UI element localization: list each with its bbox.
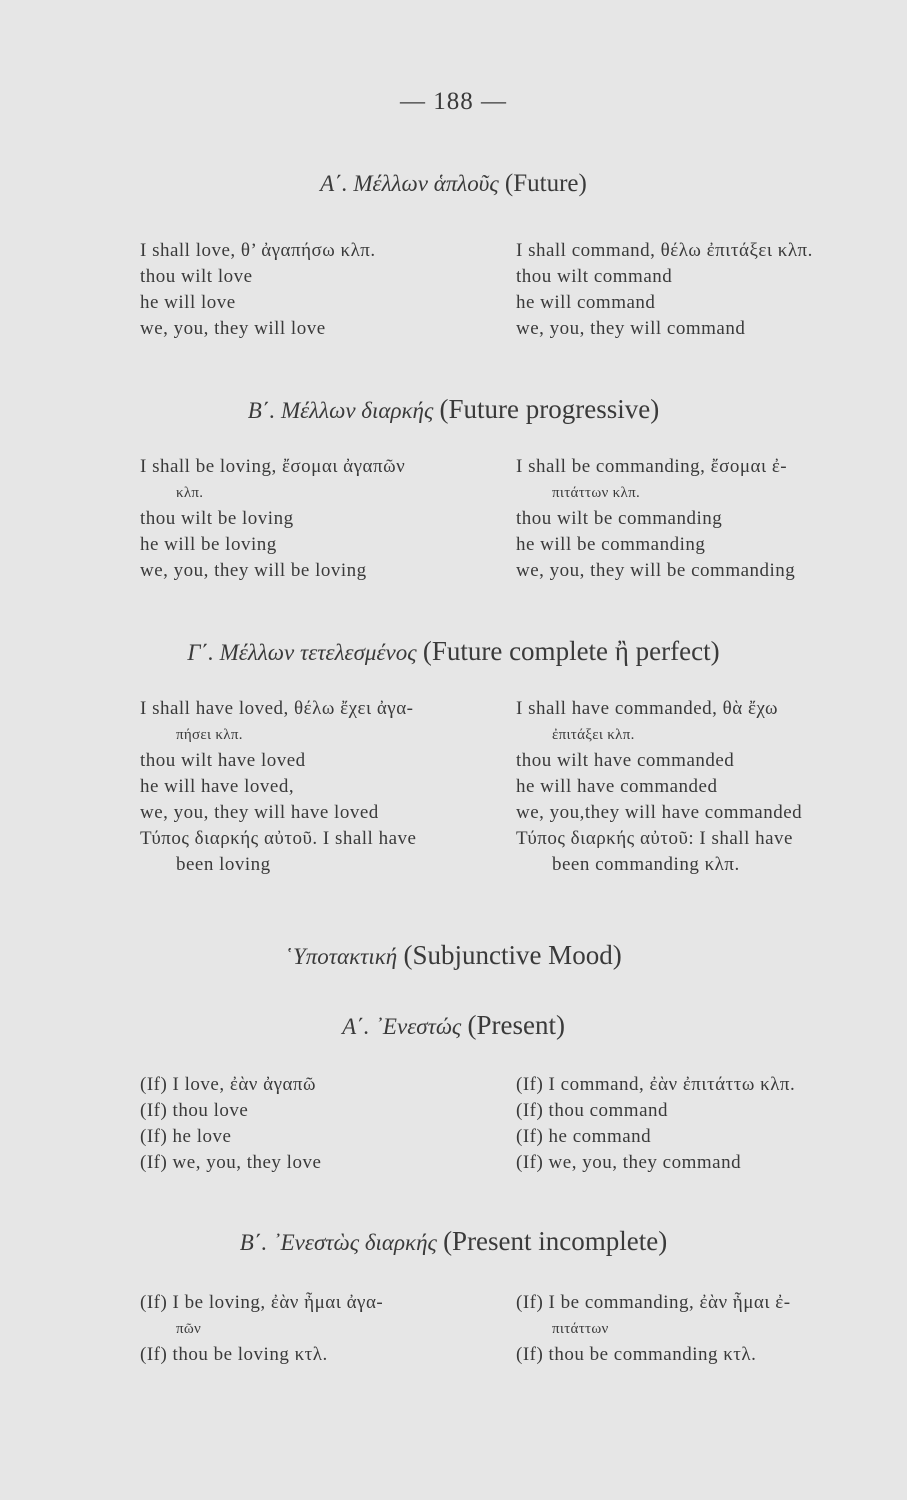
heading-future: [0, 170, 907, 198]
page-number: — 188 —: [400, 88, 507, 115]
conjugation-line: been commanding κλπ.: [552, 854, 740, 875]
heading-present: [0, 1010, 907, 1041]
conjugation-line: I shall command, θέλω ἐπιτάξει κλπ.: [516, 240, 813, 261]
conjugation-line: he will be loving: [140, 534, 277, 555]
conjugation-line: he will be commanding: [516, 534, 706, 555]
conjugation-line: (If) I command, ἐὰν ἐπιτάττω κλπ.: [516, 1074, 796, 1095]
conjugation-line: Τύπος διαρκής αὐτοῦ: I shall have: [516, 828, 793, 849]
conjugation-line: Τύπος διαρκής αὐτοῦ. I shall have: [140, 828, 417, 849]
heading-future-perfect-english: (Future complete ἢ perfect): [422, 636, 720, 666]
future-progressive-left-column: [140, 454, 500, 584]
conjugation-line: (If) he command: [516, 1126, 652, 1147]
present-incomplete-right-column: [516, 1290, 896, 1368]
conjugation-line: (If) thou love: [140, 1100, 249, 1121]
conjugation-line: (If) thou be commanding κτλ.: [516, 1344, 757, 1365]
heading-present-greek: Α΄. ᾿Ενεστώς: [342, 1014, 462, 1039]
conjugation-line: I shall love, θ’ ἀγαπήσω κλπ.: [140, 240, 376, 261]
conjugation-line: thou wilt have loved: [140, 750, 306, 771]
conjugation-line: κλπ.: [176, 485, 204, 501]
heading-present-english: (Present): [467, 1010, 565, 1040]
conjugation-line: (If) thou command: [516, 1100, 669, 1121]
conjugation-line: thou wilt love: [140, 266, 253, 287]
conjugation-line: I shall have commanded, θὰ ἔχω: [516, 698, 778, 719]
future-left-column: [140, 238, 500, 342]
conjugation-line: we, you, they will have loved: [140, 802, 379, 823]
conjugation-line: we, you,they will have commanded: [516, 802, 803, 823]
conjugation-line: (If) he love: [140, 1126, 232, 1147]
conjugation-line: πιτάττων κλπ.: [552, 485, 641, 501]
conjugation-line: πῶν: [176, 1321, 202, 1337]
conjugation-line: he will have commanded: [516, 776, 718, 797]
present-left-column: [140, 1072, 500, 1176]
heading-future-progressive-greek: Β΄. Μέλλων διαρκής: [247, 398, 434, 423]
conjugation-line: (If) thou be loving κτλ.: [140, 1344, 328, 1365]
conjugation-line: (If) we, you, they love: [140, 1152, 322, 1173]
conjugation-line: thou wilt command: [516, 266, 673, 287]
heading-future-english: (Future): [504, 170, 587, 197]
future-perfect-left-column: [140, 696, 500, 878]
present-incomplete-left-column: [140, 1290, 500, 1368]
heading-future-progressive: [0, 394, 907, 425]
heading-present-incomplete-greek: Β΄. ᾿Ενεστὼς διαρκής: [239, 1230, 437, 1255]
heading-future-progressive-english: (Future progressive): [439, 394, 660, 424]
conjugation-line: we, you, they will command: [516, 318, 746, 339]
conjugation-line: I shall be commanding, ἔσομαι ἐ-: [516, 456, 788, 477]
present-right-column: [516, 1072, 896, 1176]
conjugation-line: we, you, they will be commanding: [516, 560, 796, 581]
heading-present-incomplete: [0, 1226, 907, 1257]
conjugation-line: thou wilt have commanded: [516, 750, 735, 771]
future-perfect-right-column: [516, 696, 896, 878]
conjugation-line: (If) I be commanding, ἐὰν ἦμαι ἐ-: [516, 1292, 791, 1313]
conjugation-line: I shall have loved, θέλω ἔχει ἀγα-: [140, 698, 414, 719]
heading-present-incomplete-english: (Present incomplete): [443, 1226, 668, 1256]
future-right-column: [516, 238, 896, 342]
conjugation-line: I shall be loving, ἔσομαι ἀγαπῶν: [140, 456, 406, 477]
heading-subjunctive: [0, 940, 907, 971]
future-progressive-right-column: [516, 454, 896, 584]
conjugation-line: thou wilt be commanding: [516, 508, 723, 529]
conjugation-line: ἐπιτάξει κλπ.: [552, 727, 635, 743]
heading-future-greek: Α΄. Μέλλων ἁπλοῦς: [320, 171, 499, 196]
conjugation-line: (If) I be loving, ἐὰν ἦμαι ἀγα-: [140, 1292, 384, 1313]
heading-future-perfect: [0, 636, 907, 667]
conjugation-line: πιτάττων: [552, 1321, 609, 1337]
conjugation-line: we, you, they will love: [140, 318, 326, 339]
conjugation-line: thou wilt be loving: [140, 508, 294, 529]
heading-subjunctive-english: (Subjunctive Mood): [403, 940, 622, 970]
conjugation-line: (If) we, you, they command: [516, 1152, 742, 1173]
conjugation-line: been loving: [176, 854, 271, 875]
conjugation-line: we, you, they will be loving: [140, 560, 367, 581]
heading-subjunctive-greek: ῾Υποτακτική: [285, 944, 398, 969]
conjugation-line: he will have loved,: [140, 776, 295, 797]
conjugation-line: he will love: [140, 292, 236, 313]
conjugation-line: πήσει κλπ.: [176, 727, 243, 743]
conjugation-line: (If) I love, ἐὰν ἀγαπῶ: [140, 1074, 317, 1095]
heading-future-perfect-greek: Γ΄. Μέλλων τετελεσμένος: [187, 640, 417, 665]
conjugation-line: he will command: [516, 292, 656, 313]
